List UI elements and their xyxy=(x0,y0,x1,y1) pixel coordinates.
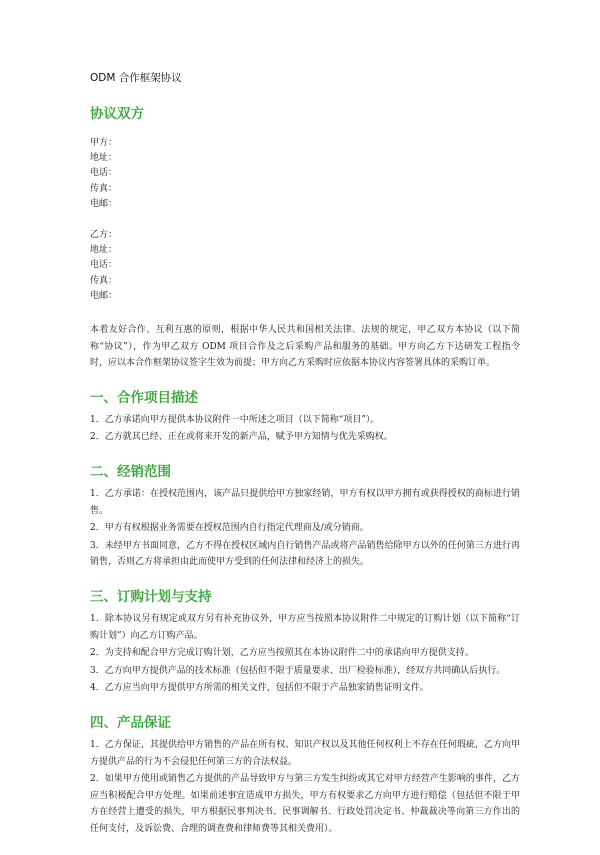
clause-item: 1．乙方承诺向甲方提供本协议附件一中所述之项目（以下简称“项目”）。 xyxy=(90,414,380,425)
document-title: ODM 合作框架协议 xyxy=(90,72,182,84)
section-heading: 四、产品保证 xyxy=(90,714,171,731)
party-b-address-label: 地址： xyxy=(90,245,118,256)
party-b-phone-label: 电话： xyxy=(90,260,118,271)
party-b-fax-label: 传真： xyxy=(90,275,118,286)
section-order-plan-support xyxy=(90,588,520,697)
party-b-name-label: 乙方： xyxy=(90,230,118,241)
party-a-fax-label: 传真： xyxy=(90,183,118,194)
clause-item: 2．如果甲方使用或销售乙方提供的产品导致甲方与第三方发生纠纷或其它对甲方经营产生影响的事件，乙方应当积极配合甲方处理。如果前述事宜造成甲方损失，甲方有权要求乙方向甲方进行赔偿（包括但不限于甲方在经营上遭受的损失，甲方根据民事判决书、民事调解书、行政处罚决定书、仲裁裁决等向第三方作出的任何支付，及诉讼费、合理的调查费和律师费等其相关费用）。 xyxy=(90,774,520,834)
section-product-warranty xyxy=(90,714,520,838)
party-a-name-label: 甲方： xyxy=(90,138,118,148)
clause-item: 3．未经甲方书面同意，乙方不得在授权区域内自行销售产品或将产品销售给除甲方以外的任何第三方进行再销售，否则乙方将承担由此而使甲方受到的任何法律和经济上的损失。 xyxy=(90,540,520,568)
section-cooperation-project xyxy=(90,389,520,446)
clause-item: 2．甲方有权根据业务需要在授权范围内自行指定代理商及/或分销商。 xyxy=(90,523,369,534)
clause-item: 3．乙方向甲方提供产品的技术标准（包括但不限于质量要求、出厂检验标准），经双方共同确认后执行。 xyxy=(90,665,506,676)
party-b-email-label: 电邮： xyxy=(90,290,118,301)
party-a-block xyxy=(90,136,520,212)
clause-item: 1．乙方保证，其提供给甲方销售的产品在所有权、知识产权以及其他任何权利上不存在任何瑕疵，乙方向甲方提供产品的行为不会侵犯任何第三方的合法权益。 xyxy=(90,739,520,767)
clause-item: 1．乙方承诺：在授权范围内，该产品只提供给甲方独家经销，甲方有权以甲方拥有或获得授权的商标进行销售。 xyxy=(90,489,520,516)
party-a-phone-label: 电话： xyxy=(90,168,118,179)
parties-heading: 协议双方 xyxy=(90,106,144,122)
intro-paragraph: 本着友好合作、互利互惠的原则，根据中华人民共和国相关法律、法规的规定，甲乙双方本协议（以下简称“协议”），作为甲乙双方 ODM 项目合作及之后采购产品和服务的基础。甲方向乙方下达研发工程指令时，应以本合作框架协议签字生效为前提；甲方向乙方采购时应依据本协议内容签署具体的采购订单。 xyxy=(90,325,520,369)
clause-item: 1．除本协议另有规定或双方另有补充协议外，甲方应当按照本协议附件二中规定的订购计划（以下简称“订购计划”）向乙方订购产品。 xyxy=(90,613,520,641)
party-a-address-label: 地址： xyxy=(90,153,118,164)
section-distribution-scope xyxy=(90,463,520,571)
section-heading: 一、合作项目描述 xyxy=(90,389,198,406)
clause-item: 4．乙方应当向甲方提供甲方所需的相关文件，包括但不限于产品独家销售证明文件。 xyxy=(90,683,429,694)
section-heading: 三、订购计划与支持 xyxy=(90,588,212,605)
clause-item: 2．乙方就其已经、正在或将来开发的新产品，赋予甲方知情与优先采购权。 xyxy=(90,432,393,443)
section-heading: 二、经销范围 xyxy=(90,464,171,480)
document-page xyxy=(90,70,520,855)
party-b-block xyxy=(90,228,520,304)
party-a-email-label: 电邮： xyxy=(90,198,118,209)
clause-item: 2．为支持和配合甲方完成订购计划，乙方应当按照其在本协议附件二中的承诺向甲方提供支持。 xyxy=(90,648,474,659)
